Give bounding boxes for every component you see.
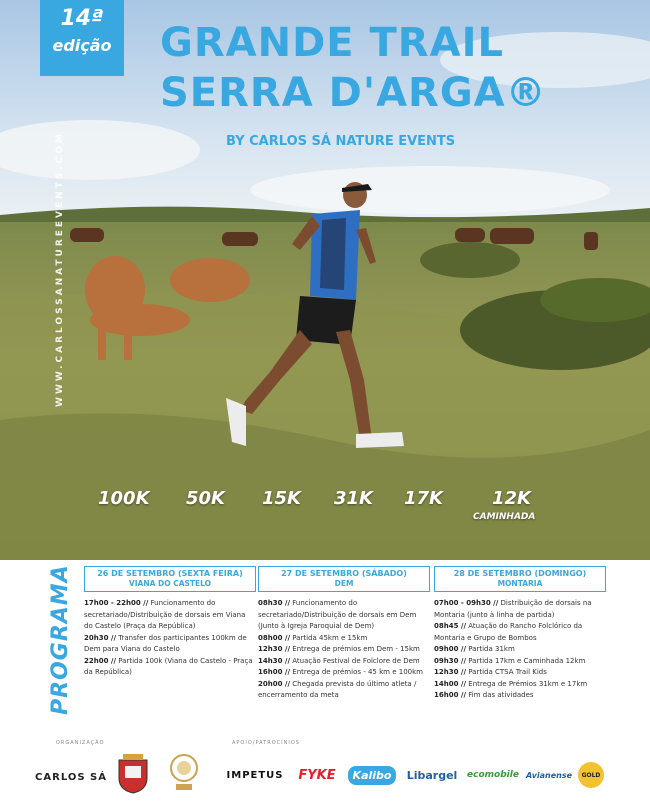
day-1-place: VIANA DO CASTELO [128, 579, 212, 588]
list-item: 17h00 - 22h00 // Funcionamento do secretariado/Distribuição de dorsais em Viana do Castelo (Praça da República) [84, 599, 246, 630]
crest-icon [116, 752, 150, 794]
organization-label: ORGANIZAÇÃO [56, 740, 105, 746]
kalibo-logo: Kalibo [350, 760, 394, 790]
list-item: 07h00 - 09h30 // Distribuição de dorsais na Montaria (junto à linha de partida) [434, 599, 592, 619]
list-item: 12h30 // Partida CTSA Trail Kids [434, 668, 547, 676]
list-item: 08h45 // Atuação do Rancho Folclórico da Montaria e Grupo de Bombos [434, 622, 583, 642]
municipal-crest-logo [112, 750, 154, 796]
day-1-date: 26 DE SETEMBRO (SEXTA FEIRA) [97, 569, 243, 578]
edition-label: edição [52, 36, 112, 55]
program-day-3 [434, 566, 606, 702]
event-title-line-2: SERRA D'ARGA® [160, 70, 547, 116]
seal-icon [168, 752, 200, 794]
ecomobile-logo: ecomobile [467, 770, 519, 780]
day-2-entries [258, 598, 430, 702]
website-url[interactable]: WWW.CARLOSSANATUREEVENTS.COM [55, 131, 65, 407]
list-item: 12h30 // Entrega de prémios em Dem - 15km [258, 645, 420, 653]
edition-badge [40, 0, 124, 76]
list-item: 09h00 // Partida 31km [434, 645, 515, 653]
day-2-date: 27 DE SETEMBRO (SÁBADO) [281, 569, 407, 578]
distance-31k: 31K [334, 488, 373, 509]
day-3-place: MONTARIA [497, 579, 543, 588]
libargel-logo: Libargel [406, 768, 458, 782]
day-3-header [434, 566, 606, 592]
list-item: 22h00 // Partida 100k (Viana do Castelo - Praça da República) [84, 656, 253, 676]
list-item: 14h00 // Entrega de Prémios 31km e 17km [434, 679, 588, 688]
distance-50k: 50K [186, 488, 225, 509]
distance-100k: 100K [98, 488, 150, 509]
day-3-date: 28 DE SETEMBRO (DOMINGO) [453, 569, 587, 578]
parish-seal-logo [166, 750, 202, 796]
list-item: 16h00 // Entrega de prémios - 45 km e 100km [258, 668, 423, 676]
organizer-subtitle: BY CARLOS SÁ NATURE EVENTS [226, 134, 456, 149]
list-item: 16h00 // Fim das atividades [434, 691, 534, 699]
list-item: 08h00 // Partida 45km e 15km [258, 633, 368, 642]
list-item: 08h30 // Funcionamento do secretariado/Distribuição de dorsais em Dem (Junto à Igreja Paroquial de Dem) [258, 599, 417, 630]
day-1-entries [84, 598, 256, 679]
distance-12k: 12K [492, 488, 531, 509]
distance-17k: 17K [404, 488, 443, 509]
day-3-entries [434, 598, 606, 702]
day-1-header [84, 566, 256, 592]
distance-15k: 15K [262, 488, 301, 509]
program-day-2 [258, 566, 430, 702]
fyke-logo: FYKE [298, 767, 336, 783]
day-2-header [258, 566, 430, 592]
day-2-place: DEM [334, 579, 354, 588]
list-item: 14h30 // Atuação Festival de Folclore de Dem [258, 656, 420, 665]
edition-number: 14ª [60, 6, 104, 31]
avianense-logo: Avianense [525, 770, 573, 780]
list-item: 20h00 // Chegada prevista do último atleta / encerramento da meta [258, 679, 417, 699]
distance-12k-caption: CAMINHADA [473, 512, 536, 522]
carlos-sa-logo: CARLOS SÁ [35, 771, 107, 783]
program-day-1 [84, 566, 256, 679]
gold-logo: GOLD [578, 762, 604, 788]
program-heading: PROGRAMA [48, 564, 73, 715]
support-label: APOIO/PATROCÍNIOS [232, 740, 300, 746]
list-item: 20h30 // Transfer dos participantes 100km de Dem para Viana do Castelo [84, 633, 247, 653]
event-title-line-1: GRANDE TRAIL [160, 20, 504, 66]
impetus-logo: IMPETUS [226, 769, 284, 781]
list-item: 09h30 // Partida 17km e Caminhada 12km [434, 656, 586, 665]
